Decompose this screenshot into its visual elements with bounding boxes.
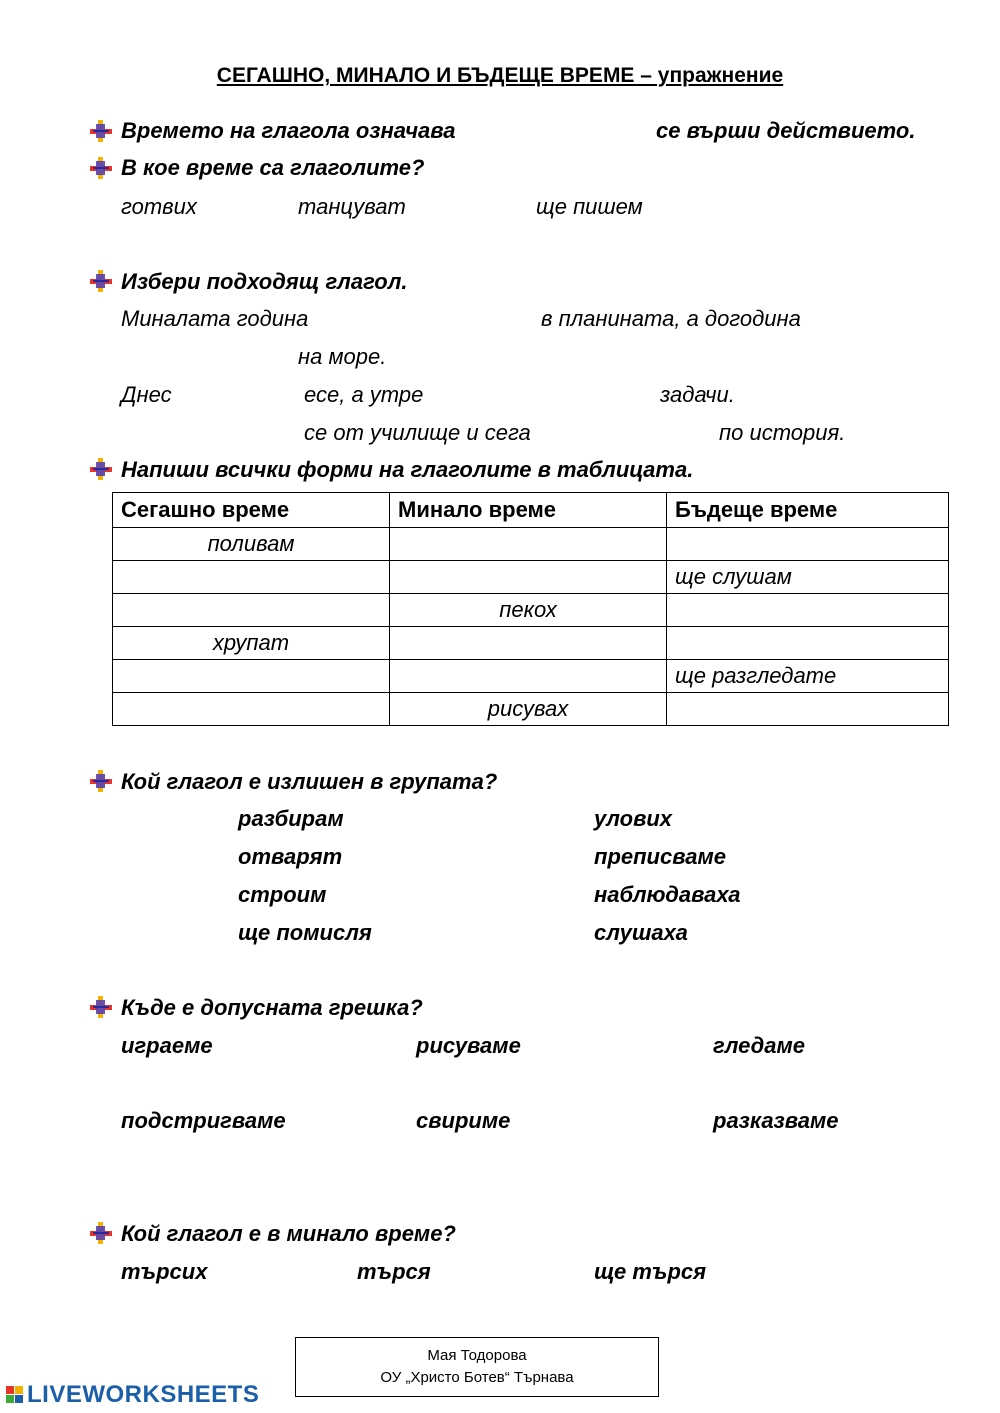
bullet-icon bbox=[90, 770, 112, 792]
table-cell: ще разгледате bbox=[667, 660, 949, 693]
q7-question: Кой глагол е в минало време? bbox=[121, 1221, 456, 1246]
q4-question: Напиши всички форми на глаголите в таблицата. bbox=[121, 457, 694, 482]
table-header: Минало време bbox=[390, 493, 667, 528]
table-cell bbox=[113, 693, 390, 726]
table-row bbox=[113, 594, 949, 627]
bullet-icon bbox=[90, 157, 112, 179]
table-cell bbox=[667, 594, 949, 627]
author-box bbox=[295, 1337, 659, 1397]
table-header-row bbox=[113, 493, 949, 528]
q5-right-word: улових bbox=[594, 806, 673, 831]
table-row bbox=[113, 660, 949, 693]
q7-word: ще търся bbox=[594, 1259, 707, 1284]
q3-line3c: задачи. bbox=[660, 382, 735, 407]
q2-word: готвих bbox=[121, 194, 197, 219]
table-cell: ще слушам bbox=[667, 561, 949, 594]
q3-line3a: Днес bbox=[121, 382, 172, 407]
q5-right-word: слушаха bbox=[594, 920, 688, 945]
table-cell bbox=[390, 660, 667, 693]
table-row bbox=[113, 528, 949, 561]
bullet-icon bbox=[90, 1222, 112, 1244]
q6-question: Къде е допусната грешка? bbox=[121, 995, 423, 1020]
q1-right-text: се върши действието. bbox=[656, 118, 916, 143]
table-cell bbox=[390, 627, 667, 660]
bullet-icon bbox=[90, 996, 112, 1018]
q7-word: търсих bbox=[121, 1259, 208, 1284]
table-cell: поливам bbox=[113, 528, 390, 561]
bullet-icon bbox=[90, 458, 112, 480]
q5-left-word: строим bbox=[238, 882, 327, 907]
author-name: Мая Тодорова bbox=[427, 1347, 527, 1364]
q2-question: В кое време са глаголите? bbox=[121, 155, 425, 180]
table-header: Сегашно време bbox=[113, 493, 390, 528]
logo-text: LIVEWORKSHEETS bbox=[27, 1381, 260, 1408]
q3-line1a: Миналата година bbox=[121, 306, 309, 331]
table-cell bbox=[390, 561, 667, 594]
table-cell: пекох bbox=[390, 594, 667, 627]
q6-word: свириме bbox=[416, 1108, 511, 1133]
q6-word: гледаме bbox=[713, 1033, 805, 1058]
bullet-icon bbox=[90, 120, 112, 142]
table-row bbox=[113, 627, 949, 660]
q3-line3b: есе, а утре bbox=[304, 382, 424, 407]
table-cell bbox=[113, 561, 390, 594]
q5-right-word: наблюдаваха bbox=[594, 882, 741, 907]
q5-right-word: преписваме bbox=[594, 844, 726, 869]
table-header: Бъдеще време bbox=[667, 493, 949, 528]
table-cell bbox=[113, 660, 390, 693]
q2-word: ще пишем bbox=[536, 194, 643, 219]
page-title: СЕГАШНО, МИНАЛО И БЪДЕЩЕ ВРЕМЕ – упражнение bbox=[216, 64, 784, 87]
q7-word: търся bbox=[357, 1259, 431, 1284]
q6-word: рисуваме bbox=[416, 1033, 521, 1058]
table-cell: хрупат bbox=[113, 627, 390, 660]
liveworksheets-logo bbox=[6, 1382, 259, 1408]
table-cell bbox=[113, 594, 390, 627]
q2-word: танцуват bbox=[298, 194, 406, 219]
q5-left-word: ще помисля bbox=[238, 920, 372, 945]
verb-forms-table bbox=[112, 492, 949, 726]
table-row bbox=[113, 693, 949, 726]
school-name: ОУ „Христо Ботев“ Търнава bbox=[380, 1369, 574, 1386]
q5-question: Кой глагол е излишен в групата? bbox=[121, 769, 498, 794]
table-row bbox=[113, 561, 949, 594]
table-cell bbox=[390, 528, 667, 561]
q3-line2: на море. bbox=[298, 344, 387, 369]
q3-line1b: в планината, а догодина bbox=[541, 306, 801, 331]
table-cell bbox=[667, 627, 949, 660]
bullet-icon bbox=[90, 270, 112, 292]
q5-left-word: отварят bbox=[238, 844, 343, 869]
q5-left-word: разбирам bbox=[238, 806, 344, 831]
table-cell: рисувах bbox=[390, 693, 667, 726]
q6-word: разказваме bbox=[713, 1108, 839, 1133]
q3-question: Избери подходящ глагол. bbox=[121, 269, 408, 294]
table-cell bbox=[667, 528, 949, 561]
q3-line4b: по история. bbox=[719, 420, 846, 445]
logo-cube-icon bbox=[6, 1386, 24, 1404]
table-cell bbox=[667, 693, 949, 726]
q1-left-text: Времето на глагола означава bbox=[121, 118, 456, 143]
q3-line4a: се от училище и сега bbox=[304, 420, 531, 445]
q6-word: подстригваме bbox=[121, 1108, 286, 1133]
q6-word: играеме bbox=[121, 1033, 213, 1058]
